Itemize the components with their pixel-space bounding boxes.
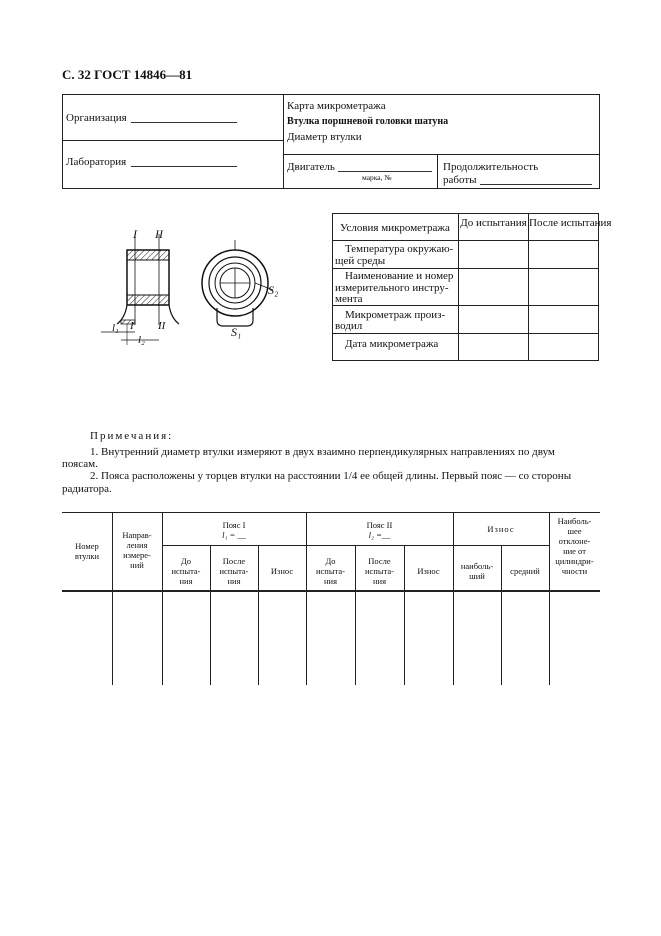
belt2-wear-header: Износ <box>417 566 440 576</box>
note-1: 1. Внутренний диаметр втулки измеряют в двух взаимно перпендикулярных направлениях по двум <box>90 446 555 458</box>
wear-max-header: наиболь- ший <box>460 561 494 581</box>
condition-row-2b: измерительного инстру- <box>335 282 449 294</box>
belt2-header: Пояс II l₂ =__ <box>366 520 393 540</box>
figure-label-I: I <box>133 227 137 241</box>
figure-label-II: II <box>155 227 163 241</box>
laboratory-label: Лаборатория <box>66 156 127 168</box>
belt2-before-header: До испыта- ния <box>315 556 345 586</box>
belt1-before-header: До испыта- ния <box>171 556 201 586</box>
belt1-header: Пояс I l₁ = __ <box>222 520 246 540</box>
organization-field[interactable] <box>131 122 237 123</box>
condition-row-4: Дата микрометража <box>345 338 439 350</box>
laboratory-field[interactable] <box>131 166 237 167</box>
belt1-after-header: После испыта- ния <box>219 556 249 586</box>
duration-field[interactable] <box>480 184 592 185</box>
condition-row-3b: водил <box>335 320 363 332</box>
before-test-header: До испытания <box>460 217 527 229</box>
note-1-cont: поясам. <box>62 458 98 470</box>
engine-field[interactable] <box>338 171 432 172</box>
part-name: Втулка поршневой головки шатуна <box>287 116 449 127</box>
duration-label: Продолжительность <box>443 161 539 173</box>
belt1-wear-header: Износ <box>270 566 294 576</box>
condition-row-2c: мента <box>335 293 363 305</box>
duration-label-2: работы <box>443 174 477 186</box>
front-ring-view <box>202 240 273 326</box>
max-deviation-header: Наиболь- шее отклоне- ние от цилиндри- чности <box>555 516 594 576</box>
figure-label-l1: l₁ <box>112 322 119 334</box>
figure-label-II-bottom: II <box>158 320 166 332</box>
belt2-after-header: После испыта- ния <box>364 556 394 586</box>
condition-row-1a: Температура окружаю- <box>345 243 454 255</box>
figure-label-S2: S₂ <box>268 283 279 297</box>
col-number-header: Номер втулки <box>74 541 100 561</box>
figure-label-I-bottom: I <box>130 320 134 332</box>
condition-row-2a: Наименование и номер <box>345 270 454 282</box>
wear-mid-header: средний <box>510 566 540 576</box>
col-direction-header: Направ- ления измере- ний <box>122 530 152 570</box>
engine-label: Двигатель <box>287 161 335 173</box>
bushing-drawing <box>95 220 295 350</box>
note-2-cont: радиатора. <box>62 483 112 495</box>
conditions-header: Условия микрометража <box>340 222 450 234</box>
wear-header: Износ <box>487 524 515 534</box>
notes-title: Примечания: <box>90 430 174 442</box>
condition-row-3a: Микрометраж произ- <box>345 309 446 321</box>
card-title: Карта микрометража <box>287 100 386 112</box>
condition-row-1b: щей среды <box>335 255 386 267</box>
after-test-header: После испытания <box>529 217 612 229</box>
note-2: 2. Пояса расположены у торцев втулки на расстоянии 1/4 ее общей длины. Первый пояс — со стороны <box>90 470 572 482</box>
page-title: С. 32 ГОСТ 14846—81 <box>62 67 193 82</box>
figure-label-S1: S₁ <box>231 325 242 339</box>
organization-label: Организация <box>66 112 127 124</box>
engine-sublabel: марка, № <box>362 173 392 182</box>
diameter-label: Диаметр втулки <box>287 131 362 143</box>
figure-label-l2: l₂ <box>138 334 145 346</box>
